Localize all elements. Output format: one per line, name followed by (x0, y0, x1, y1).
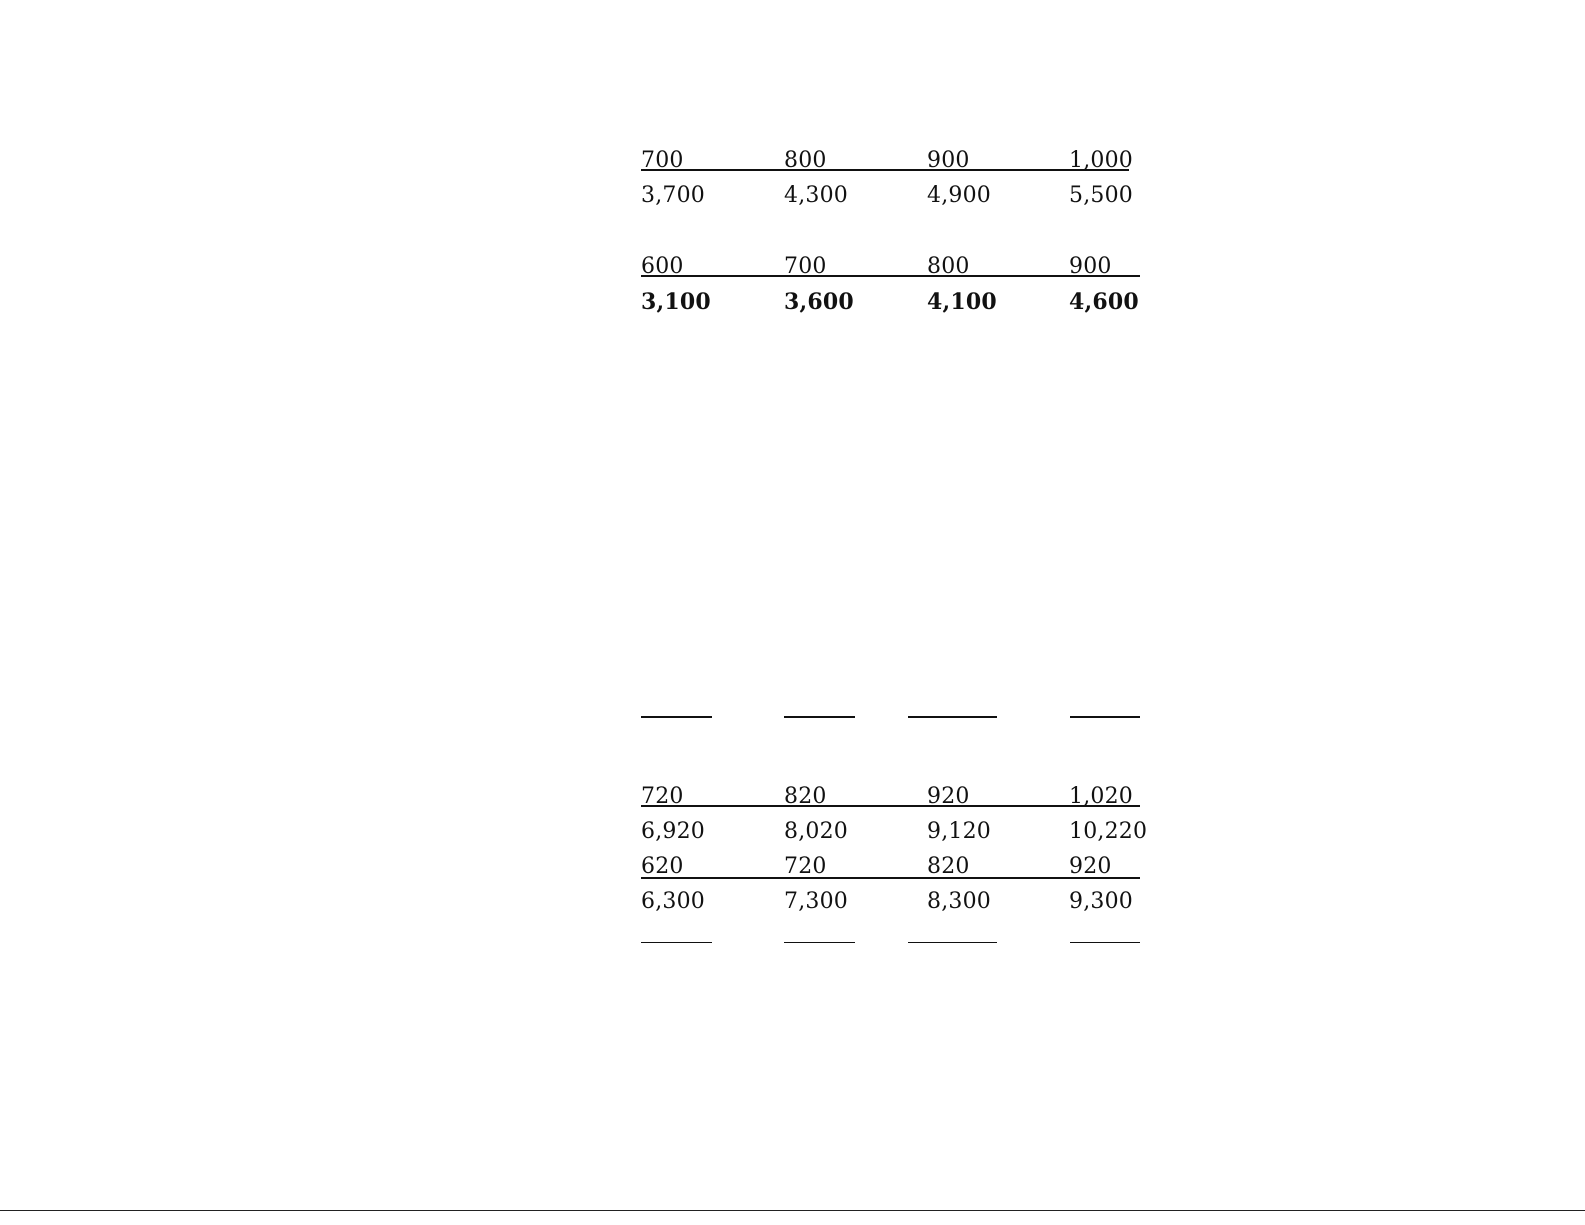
table-cell: 1,000 (1069, 148, 1133, 173)
table-cell: 9,120 (927, 819, 991, 844)
table-cell: 5,500 (1069, 183, 1133, 208)
table-cell: 4,900 (927, 183, 991, 208)
blank-rule (784, 716, 855, 718)
table-cell-total: 4,100 (927, 289, 997, 315)
table-cell: 900 (927, 148, 970, 173)
blank-rule (784, 942, 855, 943)
table-cell: 4,300 (784, 183, 848, 208)
blank-rule (1070, 716, 1140, 718)
table-cell: 700 (784, 254, 827, 279)
table-cell-total: 4,600 (1069, 289, 1139, 315)
table-row (0, 146, 1585, 176)
table-row (0, 887, 1585, 917)
table-cell: 600 (641, 254, 684, 279)
table-cell: 8,300 (927, 889, 991, 914)
table-cell: 820 (927, 854, 970, 879)
table-cell: 3,700 (641, 183, 705, 208)
table-cell: 6,300 (641, 889, 705, 914)
underline-rule (641, 877, 1140, 879)
table-cell: 800 (927, 254, 970, 279)
table-cell: 620 (641, 854, 684, 879)
table-cell: 9,300 (1069, 889, 1133, 914)
table-row (0, 817, 1585, 847)
underline-rule (641, 805, 1140, 807)
table-cell: 700 (641, 148, 684, 173)
table-cell: 8,020 (784, 819, 848, 844)
table-row (0, 287, 1585, 317)
table-row (0, 782, 1585, 812)
table-cell: 920 (927, 784, 970, 809)
underline-rule (641, 169, 1129, 171)
table-cell-total: 3,100 (641, 289, 711, 315)
table-row (0, 252, 1585, 282)
blank-rule (1070, 942, 1140, 943)
page-divider (0, 1210, 1585, 1211)
blank-rule (908, 942, 997, 943)
table-cell: 720 (641, 784, 684, 809)
table-row (0, 181, 1585, 211)
table-cell: 920 (1069, 854, 1112, 879)
blank-rule (641, 716, 712, 718)
table-cell: 7,300 (784, 889, 848, 914)
table-cell: 1,020 (1069, 784, 1133, 809)
table-cell: 900 (1069, 254, 1112, 279)
table-cell-total: 3,600 (784, 289, 854, 315)
blank-rule (908, 716, 997, 718)
table-cell: 6,920 (641, 819, 705, 844)
table-cell: 820 (784, 784, 827, 809)
table-cell: 800 (784, 148, 827, 173)
table-cell: 720 (784, 854, 827, 879)
table-cell: 10,220 (1069, 819, 1148, 844)
underline-rule (641, 275, 1140, 277)
blank-rule (641, 942, 712, 943)
